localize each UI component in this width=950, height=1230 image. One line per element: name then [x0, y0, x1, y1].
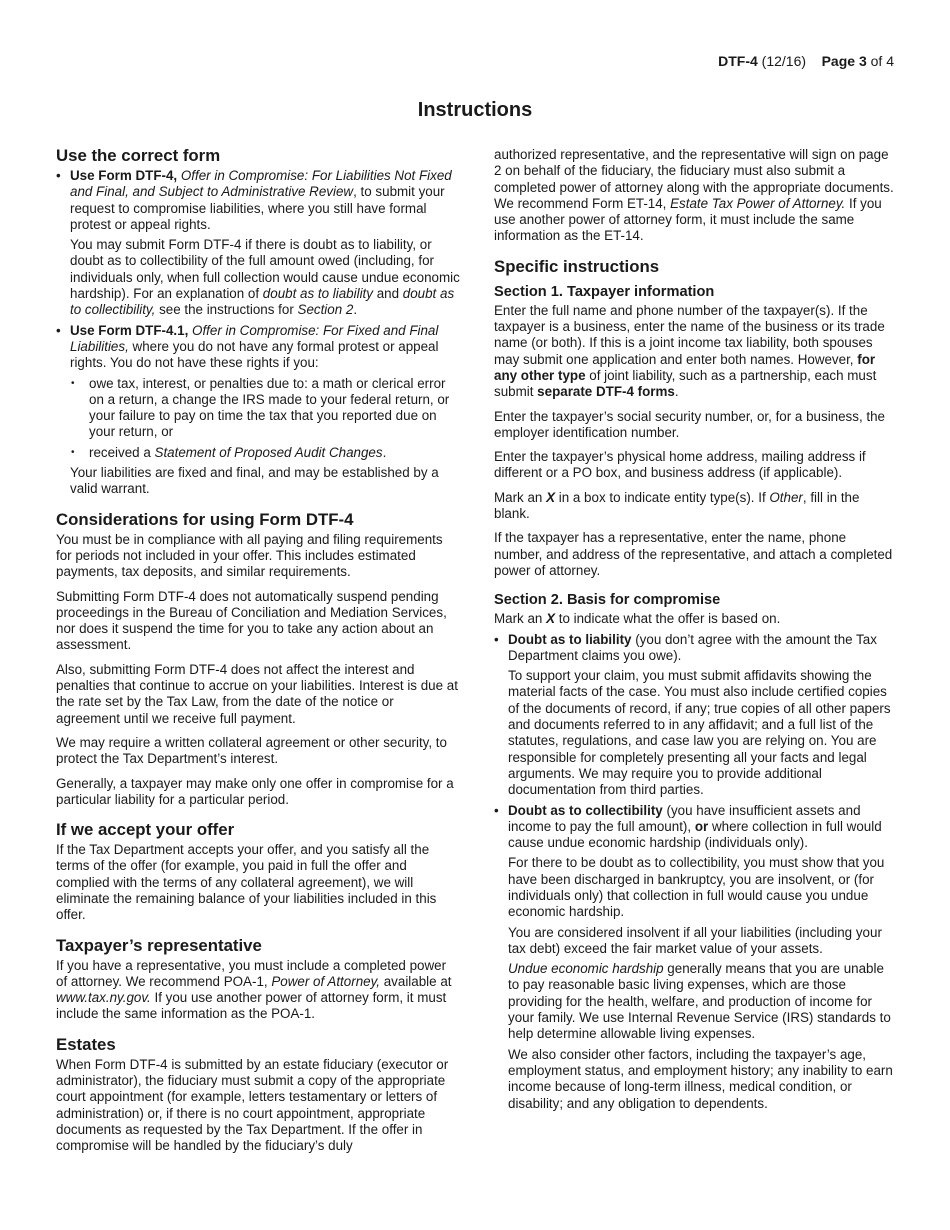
paragraph-estates-continued: authorized representative, and the representative will sign on page 2 on behalf of the fiduciary, the fiduciary must also submit a completed power of attorney along with the appropriate documents. We recommend Form ET-14, Estate Tax Power of Attorney. If you use another power of attorney form, it must include the same information as the ET-14. [494, 147, 894, 244]
paragraph-rep-info: If the taxpayer has a representative, enter the name, phone number, and address of the representative, and attach a completed power of attorney. [494, 530, 893, 578]
heading-accept-offer: If we accept your offer [56, 820, 235, 840]
paragraph-compliance: You must be in compliance with all paying and filing requirements for periods not included in your offer. This includes estimated payments, tax deposits, and similar requirements. [56, 531, 443, 580]
bullet-dtf41: • Use Form DTF-4.1, Offer in Compromise: For Fixed and Final Liabilities, where you do not have any formal protest or appeal rights. You do not have these rights if you: [56, 323, 460, 372]
right-column [494, 147, 896, 1116]
page-title: Instructions [417, 99, 533, 121]
bullet-dtf4: • Use Form DTF-4, Offer in Compromise: For Liabilities Not Fixed and Final, and Subject to Administrative Review, to submit your request to compromise liabilities, where you still have formal protest or appeal rights. [56, 168, 460, 233]
paragraph-interest: Also, submitting Form DTF-4 does not affect the interest and penalties that continue to accrue on your liabilities. Interest is due at the rate set by the Tax Law, from the date of the notice or agreement until we receive full payment. [56, 661, 458, 726]
paragraph-collateral: We may require a written collateral agreement or other security, to protect the Tax Department’s interest. [56, 734, 447, 767]
heading-section-2: Section 2. Basis for compromise [494, 592, 721, 609]
paragraph-representative: If you have a representative, you must include a completed power of attorney. We recommend POA-1, Power of Attorney, available at www.tax.ny.gov. If you use another power of attorney form, it must include the same information as the POA-1. [56, 957, 452, 1022]
heading-estates: Estates [56, 1034, 116, 1054]
heading-specific-instructions: Specific instructions [494, 256, 660, 276]
paragraph-ssn: Enter the taxpayer’s social security number, or, for a business, the employer identification number. [494, 408, 886, 440]
heading-use-correct-form: Use the correct form [56, 146, 221, 165]
sub-bullet-owe-tax: • owe tax, interest, or penalties due to: a math or clerical error on a return, a change the IRS made to your federal return, or your failure to pay on time the tax that you reported due on your return, or [56, 376, 460, 441]
form-revision: (12/16) [757, 53, 807, 69]
paragraph-support-claim: To support your claim, you must submit affidavits showing the material facts of the case. You must also include certified copies of the documents of record, if any; true copies of all other papers and documents referred to in any affidavit; and a full list of the statutes, regulations, and case law you are relying on. You are responsible for completely presenting all your facts and legal arguments. We may require you to provide additional documentation from third parties. [508, 668, 891, 798]
section-accept-offer [56, 820, 460, 923]
section-use-correct-form [56, 146, 460, 498]
paragraph-suspend: Submitting Form DTF-4 does not automatically suspend pending proceedings in the Bureau of Conciliation and Mediation Services, nor does it suspend the time for you to take any action about an assessment. [56, 588, 447, 653]
paragraph-mark-basis: Mark an X to indicate what the offer is based on. [494, 611, 781, 627]
paragraph-address: Enter the taxpayer’s physical home address, mailing address if different or a PO box, and business address (if applicable). [494, 449, 866, 481]
paragraph-other-factors: We also consider other factors, including the taxpayer’s age, employment status, and employment history; any inability to earn income because of long-term illness, medical condition, or disability; and any obligation to dependents. [508, 1046, 893, 1111]
bullet-doubt-collectibility: • Doubt as to collectibility (you have insufficient assets and income to pay the full amount), or where collection in full would cause undue economic hardship (individuals only). [494, 803, 896, 852]
paragraph-estates: When Form DTF-4 is submitted by an estate fiduciary (executor or administrator), the fiduciary must submit a copy of the appropriate court appointment (for example, letters testamentary or letters of administration) or, if there is no court appointment, appropriate documents as requested by the Tax Department. If the offer in compromise will be handled by the fiduciary’s duly [56, 1056, 449, 1154]
paragraph-accept-offer: If the Tax Department accepts your offer, and you satisfy all the terms of the offer (for example, you paid in full the offer and complied with the terms of any collateral agreement), we will eliminate the remaining balance of your liabilities included in this offer. [56, 842, 437, 923]
section-estates [56, 1035, 460, 1155]
page-label: Page 3 [821, 53, 867, 69]
paragraph-fixed-final: Your liabilities are fixed and final, and may be established by a valid warrant. [70, 465, 439, 497]
paragraph-hardship: Undue economic hardship generally means that you are unable to pay reasonable basic living expenses, which are those providing for the health, welfare, and production of income for your family. We use Internal Revenue Service (IRS) standards to help determine allowable living expenses. [508, 961, 891, 1042]
form-number: DTF-4 [718, 53, 758, 69]
sub-bullet-audit-changes: • received a Statement of Proposed Audit Changes. [56, 445, 460, 461]
paragraph-one-offer: Generally, a taxpayer may make only one offer in compromise for a particular liability for a particular period. [56, 775, 454, 807]
section-considerations [56, 510, 460, 808]
heading-considerations: Considerations for using Form DTF-4 [56, 509, 354, 529]
left-column [56, 146, 460, 1163]
heading-section-1: Section 1. Taxpayer information [494, 283, 715, 300]
paragraph-dtf4-eligibility: You may submit Form DTF-4 if there is doubt as to liability, or doubt as to collectibility of the full amount owed (including, for individuals only, when full collection would cause undue economic hardship). For an explanation of doubt as to liability and doubt as to collectibility, see the instructions for Section 2. [70, 237, 460, 318]
paragraph-collectibility-requirements: For there to be doubt as to collectibility, you must show that you have been discharged in bankruptcy, you are insolvent, or (for individuals only) that collection in full would cause you undue economic hardship. [508, 855, 885, 920]
heading-representative: Taxpayer’s representative [56, 935, 262, 955]
paragraph-insolvent: You are considered insolvent if all your liabilities (including your tax debt) exceed the fair market value of your assets. [508, 924, 882, 956]
page-of: of 4 [866, 53, 894, 69]
page-header [718, 53, 894, 69]
section-specific-instructions [494, 257, 896, 1112]
paragraph-taxpayer-name: Enter the full name and phone number of the taxpayer(s). If the taxpayer is a business, enter the name of the business or its trade name (or both). If this is a joint income tax liability, both spouses may submit one application and enter both names. However, for any other type of joint liability, such as a partnership, each must submit separate DTF-4 forms. [494, 302, 885, 400]
bullet-doubt-liability: • Doubt as to liability (you don’t agree with the amount the Tax Department claims you owe). [494, 632, 896, 665]
section-representative [56, 936, 460, 1023]
paragraph-entity-type: Mark an X in a box to indicate entity type(s). If Other, fill in the blank. [494, 489, 860, 522]
